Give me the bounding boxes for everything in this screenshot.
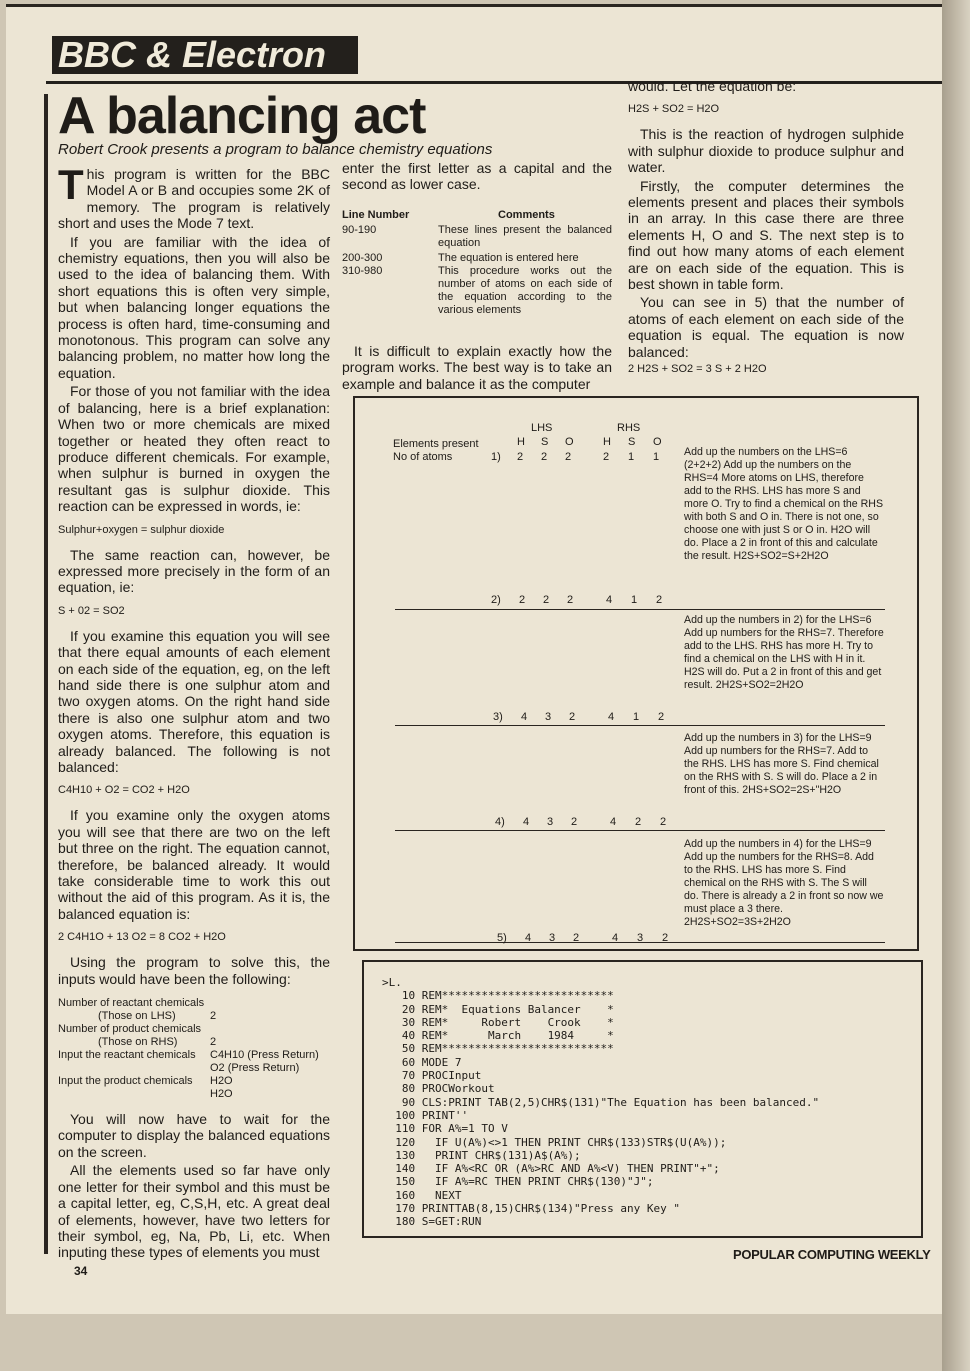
drop-cap: T (58, 161, 84, 208)
paragraph: For those of you not familiar with the idea of balancing, here is a brief explanation: When two or more chemicals are mixed together or heated they often react to produce different chemicals. For example, when sulphur is burned in oxygen the resultant gas is sulphur dioxide. This reaction can be expressed in words, ie: (58, 383, 330, 515)
table-row: 200-300 The equation is entered here (342, 251, 579, 264)
paragraph: would. Let the equation be: (628, 78, 797, 94)
article-title: A balancing act (58, 87, 426, 145)
paragraph: This is the reaction of hydrogen sulphide with sulphur dioxide to produce sulphur and water. (628, 126, 904, 176)
column-1 (58, 161, 330, 1263)
rhs-heading: RHS (617, 422, 641, 434)
step-note: Add up the numbers in 2) for the LHS=6 Add up numbers for the RHS=7. Therefore add to the LHS. RHS has more H. Try to find a chemical on the LHS with H in it. H2S will do. Put a 2 in front of this and get result. 2H2S+SO2=2H2O (684, 614, 884, 691)
paragraph: You can see in 5) that the number of atoms of each element on each side of the equation is equal. The equation is now balanced: (628, 294, 904, 360)
lhs-heading: LHS (531, 422, 553, 434)
row-divider (395, 609, 885, 610)
program-inputs: Number of reactant chemicals (Those on LHS) 2 Number of product chemicals (Those on RHS) 2 Input the reactant chemicals C4H10 (Press Return) O2 (Press Return) Input the product chemicals H2O H2O (58, 997, 319, 1101)
code-line: 160 NEXT (382, 1188, 462, 1202)
step-note: Add up the numbers on the LHS=6 (2+2+2) Add up the numbers on the RHS=4 More atoms on LHS, therefore add to the RHS. LHS has more S and more O. Try to find a chemical on the RHS with both S and O in. There is not one, so choose one with just S or O in. H2O will do. Place a 2 in front of this and calculate the result. H2S+SO2=S+2H2O (684, 446, 884, 562)
code-line: 20 REM* Equations Balancer * (382, 1002, 614, 1016)
step-note: Add up the numbers in 4) for the LHS=9 Add up the numbers for the RHS=8. Add to the RHS. LHS has more S. Find chemical on the RHS with S. The S will do. There is already a 2 in front so now we must place a 3 there. 2H2S+SO2=3S+2H2O (684, 838, 884, 928)
paragraph: enter the first letter as a capital and the second as lower case. (342, 160, 612, 193)
left-margin-rule (44, 94, 48, 1254)
row-divider (395, 725, 885, 726)
elements-label: Elements present (393, 438, 479, 450)
equation: S + 02 = SO2 (58, 604, 125, 617)
code-line: 100 PRINT'' (382, 1108, 469, 1122)
code-line: 90 CLS:PRINT TAB(2,5)CHR$(131)"The Equation has been balanced." (382, 1095, 820, 1109)
code-line: 50 REM************************** (382, 1042, 614, 1056)
code-line: 180 S=GET:RUN (382, 1215, 482, 1229)
code-line: 80 PROCWorkout (382, 1082, 495, 1096)
paragraph: It is difficult to explain exactly how the program works. The best way is to take an example and balance it as the computer (342, 342, 612, 392)
code-line: 140 IF A%<RC OR (A%>RC AND A%<V) THEN PRINT"+"; (382, 1162, 720, 1176)
paragraph: You will now have to wait for the computer to display the balanced equations on the screen. (58, 1111, 330, 1160)
line-comments-table: Line Number Comments 90-190 These lines present the balanced equation 200-300 The equation is entered here 310-980 This procedure works out the number of atoms on each side of the equation according to the various elements (342, 208, 612, 316)
paragraph: All the elements used so far have only one letter for their symbol and this must be a capital letter, eg, C,S,H, etc. A great deal of elements, however, have two letters for their symbol, eg, Na, Pb, Li, etc. When inputing these types of elements you must (58, 1162, 330, 1261)
paragraph: The same reaction can, however, be expressed more precisely in the form of an equation, ie: (58, 546, 330, 596)
code-line: 110 FOR A%=1 TO V (382, 1122, 508, 1136)
paragraph: If you examine this equation you will see that there equal amounts of each element on each side of the equation, eg, on the left hand side there is one sulphur atom and two oxygen atoms. On the right hand side there is also one sulphur atom and two oxygen atoms. Therefore, this equation is already balanced. The following is not balanced: (58, 627, 330, 775)
equation: Sulphur+oxygen = sulphur dioxide (58, 523, 225, 536)
page-edge-shadow (942, 0, 970, 1371)
code-line: 170 PRINTTAB(8,15)CHR$(134)"Press any Key " (382, 1202, 681, 1216)
code-line: 70 PROCInput (382, 1069, 482, 1083)
natoms-label: No of atoms (393, 451, 453, 463)
magazine-page (6, 4, 942, 1314)
code-line: 40 REM* March 1984 * (382, 1029, 614, 1043)
paragraph: Using the program to solve this, the inputs would have been the following: (58, 954, 330, 987)
column-3 (628, 78, 904, 386)
page-number: 34 (74, 1264, 88, 1278)
column-2 (342, 160, 612, 394)
paragraph: If you are familiar with the idea of chemistry equations, then you will also be used to the idea of balancing them. With short equations this is often very simple, but when balancing longer equations the process is often hard, time-consuming and monotonous. This program can solve any balancing problem, no matter how long the equation. (58, 233, 330, 381)
publication-footer: POPULAR COMPUTING WEEKLY (733, 1247, 931, 1262)
equation: C4H10 + O2 = CO2 + H2O (58, 784, 190, 797)
code-line: 150 IF A%=RC THEN PRINT CHR$(130)"J"; (382, 1175, 654, 1189)
code-line: 130 PRINT CHR$(131)A$(A%); (382, 1148, 581, 1162)
paragraph: This program is written for the BBC Model A or B and occupies some 2K of memory. The program is relatively short and uses the Mode 7 text. (58, 161, 330, 232)
code-line: 120 IF U(A%)<>1 THEN PRINT CHR$(133)STR$(U(A%)); (382, 1135, 727, 1149)
section-banner: BBC & Electron (52, 36, 358, 74)
code-line: >L. (382, 976, 402, 989)
table-row: 310-980 This procedure works out the number of atoms on each side of the equation according to the various elements (342, 264, 612, 316)
equation: 2 H2S + SO2 = 3 S + 2 H2O (628, 363, 767, 376)
equation: H2S + SO2 = H2O (628, 103, 720, 116)
paragraph: If you examine only the oxygen atoms you will see that there are two on the left but three on the right. The equation cannot, therefore, be balanced already. It would take considerable time to work this out without the aid of this program. As it is, the balanced equation is: (58, 807, 330, 922)
equation: 2 C4H1O + 13 O2 = 8 CO2 + H2O (58, 931, 226, 944)
code-line: 60 MODE 7 (382, 1055, 462, 1069)
code-line: 30 REM* Robert Crook * (382, 1015, 614, 1029)
program-listing (362, 960, 923, 1238)
top-rule (6, 4, 942, 7)
byline: Robert Crook presents a program to balance chemistry equations (58, 141, 493, 158)
step-note: Add up the numbers in 3) for the LHS=9 Add up numbers for the RHS=7. Add to the RHS. LHS has more S. Find chemical on the RHS with S. S will do. Place a 2 in front of this. 2HS+SO2=2S+"H2O (684, 732, 879, 796)
code-line: 10 REM************************** (382, 989, 614, 1003)
atom-count-table: LHS RHS Elements present No of atoms H S O H S O 1) 2 2 2 2 1 1 Add up the numbers on the LHS=6 (2+2+2) Add up the numbers on the RHS=4 More atoms on LHS, therefore add to the RHS. LHS has more S and more O. Try to find a chemical on the RHS with both S and O in. There is not one, so choose one with just S or O in. H2O will do. Place a 2 in front of this and calculate the result. H2S+SO2=S+2H2O 2) 2 2 2 4 1 2 Add up the numbers in 2) for the LHS=6 Add up numbers for the RHS=7. Therefore add to the LHS. RHS has more H. Try to find a chemical on the LHS with H in it. H2S will do. Put a 2 in front of this and get result. 2H2S+SO2=2H2O 3) 4 3 2 4 1 2 Add up the numbers in 3) for the LHS=9 Add up numbers for the RHS=7. Add to the RHS. LHS has more S. Find chemical on the RHS with S. S will do. Place a 2 in front of this. 2HS+SO2=2S+"H2O 4) 4 3 2 4 2 2 Add up the numbers in 4) for the LHS=9 Add up the numbers for the RHS=8. Add to the RHS. LHS has more S. Find chemical on the RHS with S. The S will do. There is already a 2 in front so now we must place a 3 there. 2H2S+SO2=3S+2H2O 5) 4 3 2 4 3 2 (353, 396, 919, 951)
row-divider (395, 830, 885, 831)
table-row: 90-190 These lines present the balanced equation (342, 223, 612, 249)
paragraph: Firstly, the computer determines the elements present and places their symbols in an array. In this case there are three elements H, O and S. The next step is to find out how many atoms of each element are on each side of the equation. This is best shown in table form. (628, 177, 904, 293)
